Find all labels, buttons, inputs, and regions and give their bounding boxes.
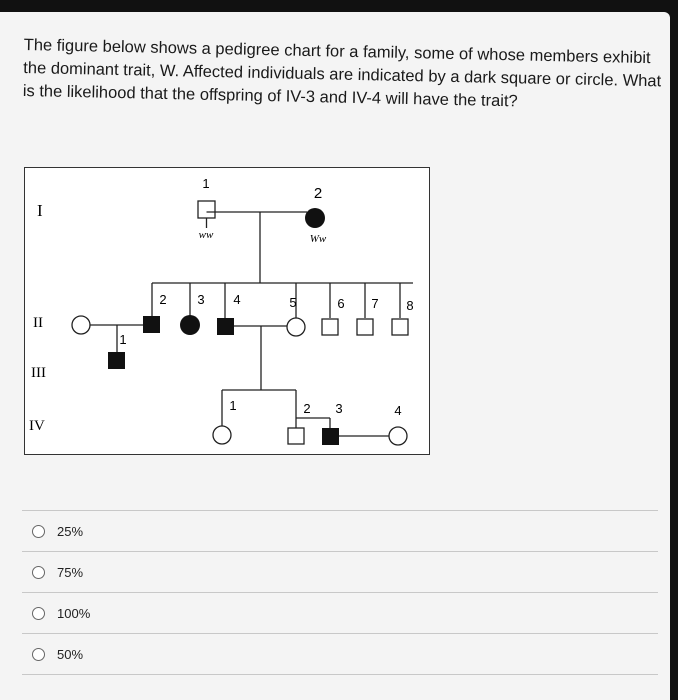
ii1-number: 1: [119, 332, 127, 347]
gen-label-i: I: [37, 201, 43, 220]
ii7-number: 7: [371, 296, 379, 311]
option-100-percent[interactable]: [22, 592, 658, 633]
iii1-affected-male: [108, 352, 125, 369]
option-label: 100%: [57, 605, 91, 621]
option-50-percent[interactable]: [22, 633, 658, 675]
radio-button[interactable]: [32, 648, 45, 661]
radio-button[interactable]: [32, 525, 45, 538]
ii1-unaffected-female: [72, 316, 90, 334]
ii6-number: 6: [337, 296, 345, 311]
radio-button[interactable]: [32, 566, 45, 579]
ii2-number: 2: [159, 292, 167, 307]
option-75-percent[interactable]: [22, 551, 658, 592]
ii6-unaffected-male: [322, 319, 338, 335]
i1-unaffected-male: [198, 201, 215, 218]
option-label: 75%: [57, 564, 84, 580]
ii5-number: 5: [289, 295, 297, 310]
question-text: The figure below shows a pedigree chart for a family, some of whose members exhibit the dominant trait, W. Affected individuals are indicated by a dark square or circle. What is the likelihood that the offspring of IV-3 and IV-4 will have the trait?: [22, 35, 662, 111]
answer-options: [22, 510, 658, 675]
gen-label-ii: II: [33, 315, 43, 331]
pedigree-diagram: [25, 168, 429, 454]
iv1-number: 1: [229, 398, 237, 413]
gen-label-iv: IV: [29, 418, 45, 434]
gen-label-iii: III: [31, 365, 46, 381]
iv3-affected-male: [322, 428, 339, 445]
iv1-unaffected-female: [213, 426, 231, 444]
i1-number: 1: [202, 176, 210, 191]
option-label: 25%: [57, 523, 84, 539]
option-label: 50%: [57, 646, 84, 662]
question-card: [0, 12, 670, 700]
option-25-percent[interactable]: [22, 510, 658, 551]
ii5-unaffected-female: [287, 318, 305, 336]
ii8-unaffected-male: [392, 319, 408, 335]
iv4-number: 4: [394, 403, 402, 418]
ii8-number: 8: [406, 298, 414, 313]
ii4-affected-male: [217, 318, 234, 335]
ii3-affected-female: [180, 315, 200, 335]
iv2-unaffected-male: [288, 428, 304, 444]
i2-number: 2: [313, 185, 323, 202]
i2-genotype: Ww: [309, 233, 327, 245]
i2-affected-female: [305, 208, 325, 228]
ii2-affected-male: [143, 316, 160, 333]
radio-button[interactable]: [32, 607, 45, 620]
i1-genotype: ww: [198, 229, 214, 241]
iv2-number: 2: [303, 401, 311, 416]
ii3-number: 3: [197, 292, 205, 307]
iv4-unaffected-female: [389, 427, 407, 445]
pedigree-chart: [24, 167, 430, 455]
ii7-unaffected-male: [357, 319, 373, 335]
iv3-number: 3: [335, 401, 343, 416]
ii4-number: 4: [233, 292, 241, 307]
